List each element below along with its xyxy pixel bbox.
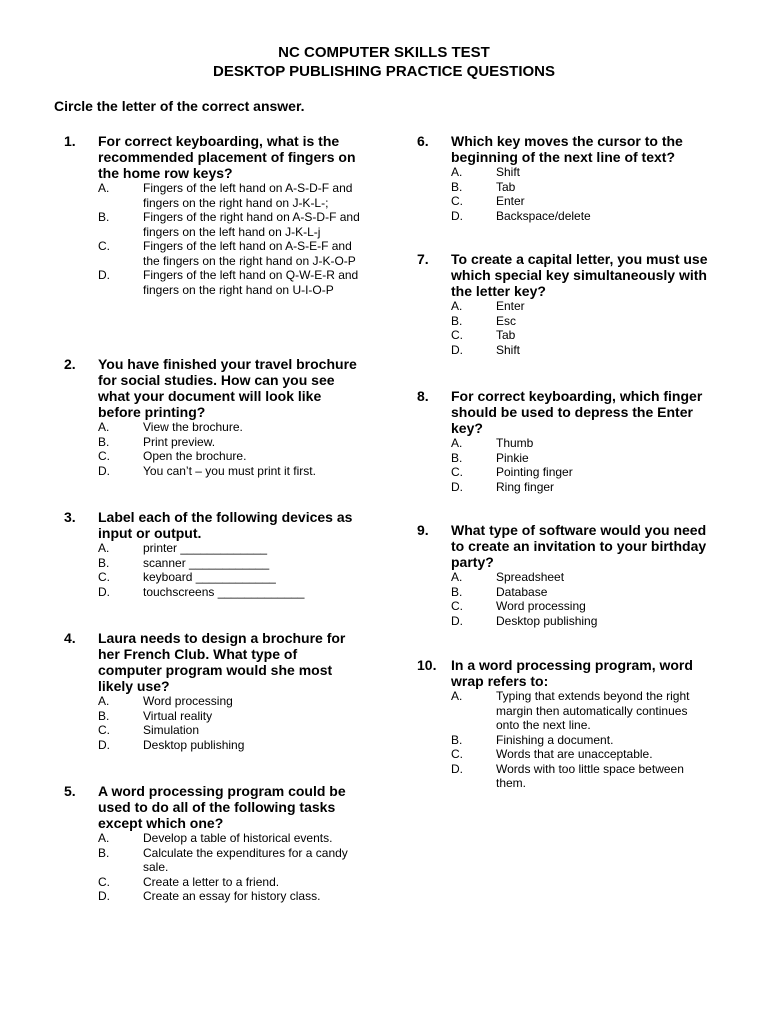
answer-option[interactable] (451, 436, 716, 451)
option-letter: C. (98, 874, 110, 889)
option-text: Backspace/delete (496, 208, 591, 223)
option-letter: B. (451, 584, 463, 599)
option-letter: A. (451, 165, 463, 179)
option-text: Database (496, 584, 548, 599)
option-text: Spreadsheet (496, 570, 565, 584)
answer-option[interactable] (451, 209, 716, 224)
answer-option[interactable] (98, 181, 367, 210)
question-text: To create a capital letter, you must use which special key simultaneously with the letter key? (451, 251, 708, 299)
option-text: Fingers of the right hand on A-S-D-F and fingers on the left hand on J-K-L-j (143, 210, 360, 239)
question-text: Laura needs to design a brochure for her French Club. What type of computer program would she most likely use? (98, 630, 346, 694)
option-text: Typing that extends beyond the right margin then automatically continues onto the next line. (496, 689, 690, 732)
answer-option[interactable] (98, 239, 367, 268)
option-text: Words with too little space between them. (496, 761, 684, 790)
answer-option[interactable] (451, 328, 716, 343)
answer-option[interactable] (451, 314, 716, 329)
option-letter: D. (98, 889, 110, 903)
answer-option[interactable] (98, 268, 367, 297)
answer-option[interactable] (98, 709, 367, 724)
question-text: Label each of the following devices as input or output. (98, 509, 353, 541)
answer-option[interactable] (98, 585, 367, 600)
option-letter: A. (98, 181, 110, 195)
option-text: Thumb (496, 436, 534, 450)
answer-option[interactable] (451, 465, 716, 480)
answer-option[interactable] (451, 585, 716, 600)
answer-option[interactable] (98, 210, 367, 239)
answer-option[interactable] (98, 889, 367, 904)
option-text: You can’t – you must print it first. (143, 463, 316, 478)
answer-option[interactable] (451, 451, 716, 466)
option-letter: B. (451, 313, 463, 328)
answer-option[interactable] (98, 420, 367, 435)
answer-option[interactable] (451, 733, 716, 748)
option-text: Simulation (143, 723, 200, 737)
answer-options (64, 694, 367, 752)
option-letter: D. (98, 584, 110, 599)
answer-option[interactable] (98, 541, 367, 556)
option-letter: B. (451, 179, 463, 194)
option-letter: B. (98, 708, 110, 723)
answer-option[interactable] (451, 570, 716, 585)
answer-option[interactable] (98, 435, 367, 450)
question-8 (417, 388, 716, 494)
option-text: Print preview. (143, 434, 216, 449)
option-letter: C. (98, 449, 110, 463)
question-text: In a word processing program, word wrap refers to: (451, 657, 693, 689)
option-letter: D. (451, 613, 463, 628)
option-letter: C. (451, 465, 463, 479)
question-header (417, 388, 716, 436)
answer-options (417, 299, 716, 357)
option-letter: B. (98, 210, 110, 224)
option-letter: B. (451, 450, 463, 465)
option-text: Enter (496, 194, 525, 208)
question-number: 5. (64, 783, 76, 799)
option-letter: A. (98, 831, 110, 845)
option-letter: B. (451, 732, 463, 747)
option-text: Pinkie (496, 450, 529, 465)
question-header (417, 251, 716, 299)
option-text: Desktop publishing (143, 737, 245, 752)
question-header (64, 133, 367, 181)
option-letter: D. (451, 761, 463, 776)
question-header (417, 522, 716, 570)
answer-option[interactable] (451, 194, 716, 209)
option-text: Tab (496, 179, 516, 194)
page-title: NC COMPUTER SKILLS TEST (278, 44, 490, 61)
option-letter: B. (98, 434, 110, 449)
answer-option[interactable] (98, 464, 367, 479)
option-text: View the brochure. (143, 420, 243, 434)
option-text: Shift (496, 165, 521, 179)
option-letter: D. (451, 208, 463, 223)
option-letter: C. (98, 723, 110, 737)
question-number: 4. (64, 630, 76, 646)
answer-option[interactable] (451, 689, 716, 733)
option-text: Virtual reality (143, 708, 213, 723)
question-text: For correct keyboarding, what is the recommended placement of fingers on the home row keys? (98, 133, 356, 181)
option-letter: A. (451, 689, 463, 703)
question-header (417, 657, 716, 689)
option-text: Develop a table of historical events. (143, 831, 333, 845)
answer-option[interactable] (98, 570, 367, 585)
question-4 (64, 630, 367, 752)
question-7 (417, 251, 716, 357)
answer-options (64, 181, 367, 297)
question-text: For correct keyboarding, which finger should be used to depress the Enter key? (451, 388, 703, 436)
question-header (64, 356, 367, 420)
option-letter: C. (451, 599, 463, 613)
option-letter: B. (98, 845, 110, 860)
option-text: Pointing finger (496, 465, 573, 479)
question-number: 8. (417, 388, 429, 404)
option-text: printer _____________ (143, 541, 268, 555)
option-text: Desktop publishing (496, 613, 598, 628)
question-text: You have finished your travel brochure for social studies. How can you see what your document will look like before printing? (98, 356, 357, 420)
option-letter: C. (98, 239, 110, 253)
question-3 (64, 509, 367, 599)
option-letter: A. (451, 436, 463, 450)
option-text: Calculate the expenditures for a candy sale. (143, 845, 348, 874)
question-number: 1. (64, 133, 76, 149)
answer-option[interactable] (451, 343, 716, 358)
option-text: Shift (496, 342, 521, 357)
question-header (64, 509, 367, 541)
question-2 (64, 356, 367, 478)
option-text: Word processing (496, 599, 586, 613)
option-text: keyboard ____________ (143, 570, 276, 584)
option-letter: D. (451, 342, 463, 357)
option-text: Tab (496, 328, 516, 342)
question-number: 6. (417, 133, 429, 149)
option-text: touchscreens _____________ (143, 584, 305, 599)
question-number: 10. (417, 657, 437, 673)
question-text: What type of software would you need to create an invitation to your birthday party? (451, 522, 707, 570)
question-text: A word processing program could be used to do all of the following tasks except which one? (98, 783, 346, 831)
option-letter: D. (98, 737, 110, 752)
option-text: Open the brochure. (143, 449, 247, 463)
answer-options (64, 831, 367, 904)
question-header (417, 133, 716, 165)
option-letter: D. (98, 268, 110, 282)
option-text: Create a letter to a friend. (143, 874, 280, 889)
option-letter: B. (98, 555, 110, 570)
option-text: Ring finger (496, 479, 555, 494)
option-text: Create an essay for history class. (143, 889, 321, 903)
answer-option[interactable] (98, 449, 367, 464)
option-letter: C. (451, 328, 463, 342)
answer-options (417, 436, 716, 494)
question-header (64, 630, 367, 694)
option-text: Fingers of the left hand on Q-W-E-R and fingers on the right hand on U-I-O-P (143, 268, 359, 297)
option-text: Word processing (143, 694, 233, 708)
answer-option[interactable] (98, 875, 367, 890)
question-9 (417, 522, 716, 628)
option-letter: C. (451, 747, 463, 761)
answer-options (417, 689, 716, 791)
option-text: scanner ____________ (143, 555, 270, 570)
option-letter: D. (451, 479, 463, 494)
instructions: Circle the letter of the correct answer. (54, 98, 305, 114)
answer-options (64, 420, 367, 478)
option-letter: C. (98, 570, 110, 584)
question-5 (64, 783, 367, 904)
question-number: 2. (64, 356, 76, 372)
answer-option[interactable] (451, 180, 716, 195)
question-text: Which key moves the cursor to the beginning of the next line of text? (451, 133, 683, 165)
option-text: Words that are unacceptable. (496, 747, 653, 761)
option-letter: A. (451, 570, 463, 584)
question-6 (417, 133, 716, 223)
answer-option[interactable] (451, 762, 716, 791)
option-text: Enter (496, 299, 525, 313)
answer-option[interactable] (98, 694, 367, 709)
option-letter: A. (98, 694, 110, 708)
option-letter: A. (98, 420, 110, 434)
answer-options (417, 570, 716, 628)
option-letter: A. (98, 541, 110, 555)
answer-option[interactable] (451, 747, 716, 762)
answer-option[interactable] (451, 614, 716, 629)
answer-option[interactable] (98, 831, 367, 846)
option-text: Fingers of the left hand on A-S-D-F and fingers on the right hand on J-K-L-; (143, 181, 353, 210)
answer-option[interactable] (98, 738, 367, 753)
answer-option[interactable] (98, 846, 367, 875)
answer-option[interactable] (451, 480, 716, 495)
option-text: Fingers of the left hand on A-S-E-F and the fingers on the right hand on J-K-O-P (143, 239, 356, 268)
answer-option[interactable] (98, 723, 367, 738)
answer-option[interactable] (451, 599, 716, 614)
option-letter: D. (98, 463, 110, 478)
question-1 (64, 133, 367, 297)
question-number: 7. (417, 251, 429, 267)
question-number: 9. (417, 522, 429, 538)
question-10 (417, 657, 716, 791)
answer-options (64, 541, 367, 599)
answer-option[interactable] (451, 165, 716, 180)
question-header (64, 783, 367, 831)
question-number: 3. (64, 509, 76, 525)
option-text: Esc (496, 313, 517, 328)
answer-option[interactable] (451, 299, 716, 314)
answer-options (417, 165, 716, 223)
option-letter: A. (451, 299, 463, 313)
option-letter: C. (451, 194, 463, 208)
answer-option[interactable] (98, 556, 367, 571)
option-text: Finishing a document. (496, 732, 614, 747)
page-subtitle: DESKTOP PUBLISHING PRACTICE QUESTIONS (213, 63, 555, 80)
